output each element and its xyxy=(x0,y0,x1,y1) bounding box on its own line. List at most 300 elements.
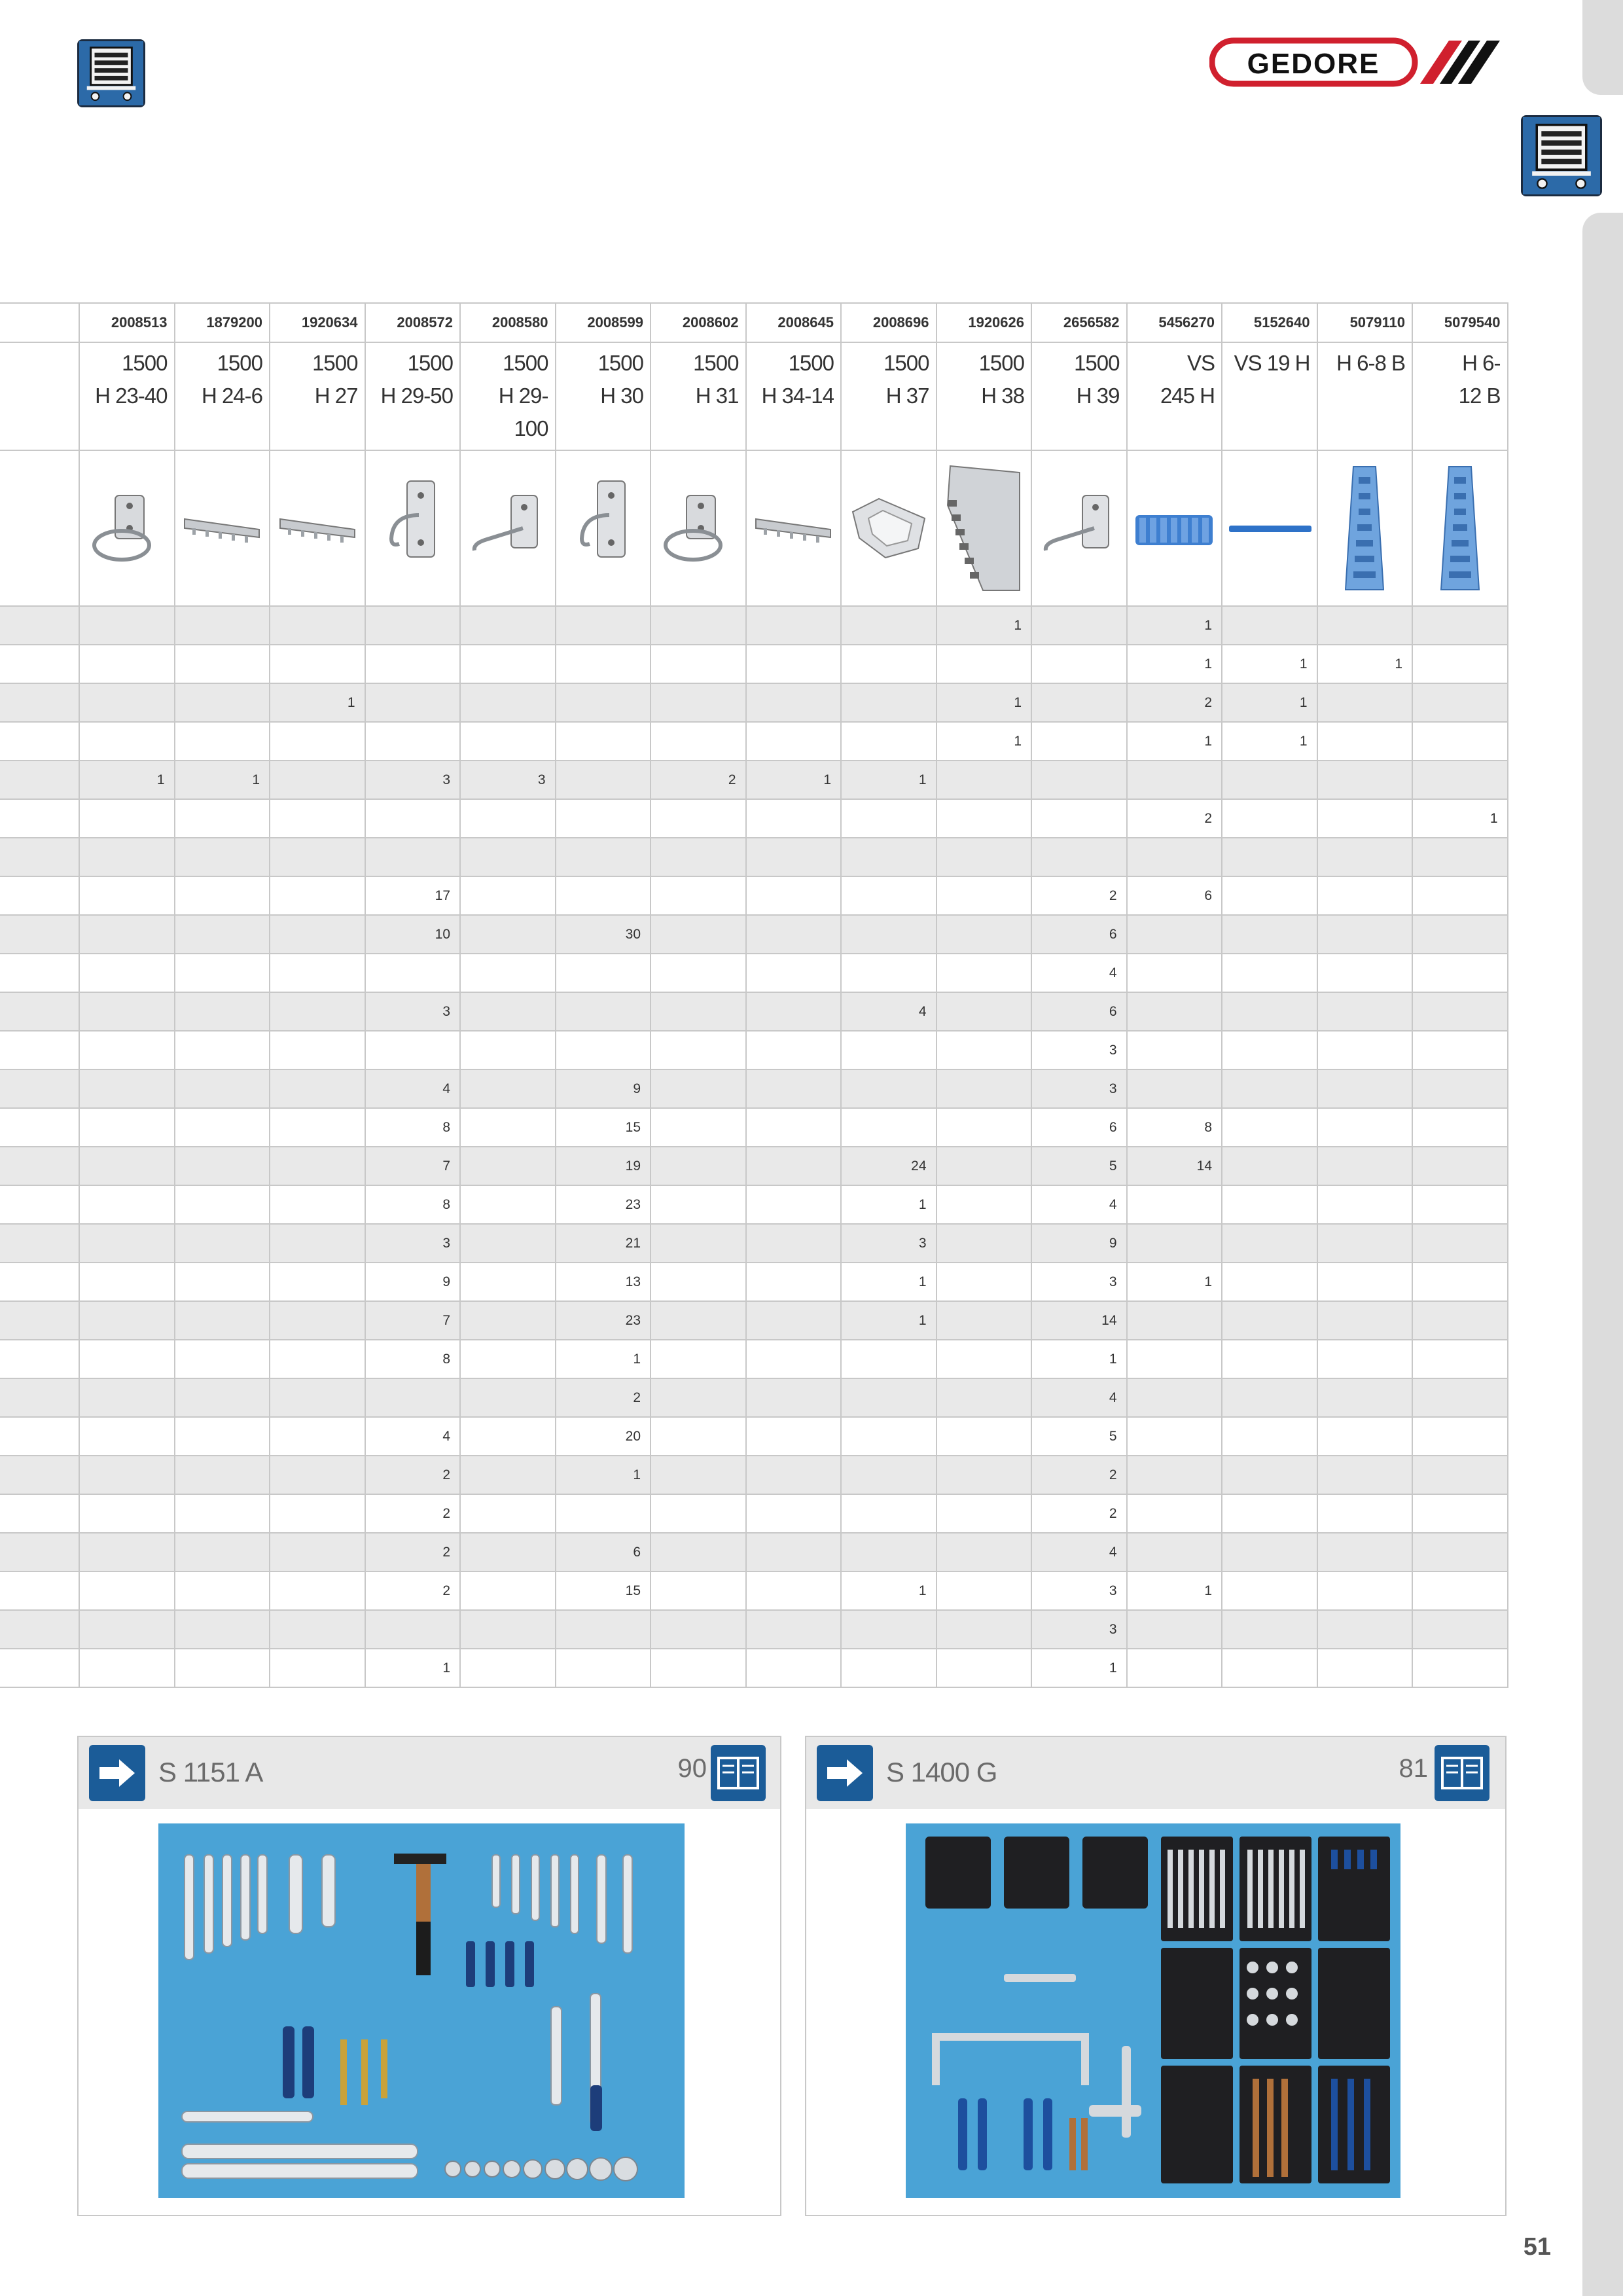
quantity-cell: 2 xyxy=(651,761,746,799)
quantity-cell xyxy=(79,799,175,838)
quantity-cell xyxy=(270,799,365,838)
quantity-cell xyxy=(1317,1069,1413,1108)
quantity-cell xyxy=(1412,1224,1508,1263)
quantity-cell: 2 xyxy=(365,1571,461,1610)
quantity-cell xyxy=(1317,1456,1413,1494)
quantity-cell xyxy=(841,1417,936,1456)
quantity-cell: 23 xyxy=(556,1301,651,1340)
quantity-cell xyxy=(936,1456,1032,1494)
quantity-cell xyxy=(460,1301,556,1340)
quantity-row xyxy=(0,992,1508,1031)
quantity-cell: 15 xyxy=(556,1571,651,1610)
quantity-cell xyxy=(651,1571,746,1610)
product-name-cell xyxy=(270,342,365,450)
quantity-cell xyxy=(79,1224,175,1263)
quantity-cell xyxy=(1031,645,1127,683)
quantity-cell xyxy=(460,1069,556,1108)
quantity-cell xyxy=(841,1610,936,1649)
quantity-cell xyxy=(79,954,175,992)
quantity-cell: 4 xyxy=(841,992,936,1031)
product-image-row xyxy=(0,450,1508,606)
product-name-line: 1500 xyxy=(217,351,262,375)
article-number-cell: 2008572 xyxy=(365,303,461,342)
quantity-cell xyxy=(936,915,1032,954)
article-number-cell: 2008696 xyxy=(841,303,936,342)
quantity-cell xyxy=(1317,1417,1413,1456)
quantity-cell xyxy=(1222,1456,1317,1494)
quantity-cell xyxy=(1127,1224,1222,1263)
product-image-cell xyxy=(1222,450,1317,606)
quantity-cell xyxy=(651,1069,746,1108)
quantity-cell: 1 xyxy=(746,761,842,799)
quantity-cell xyxy=(460,1571,556,1610)
quantity-cell: 9 xyxy=(556,1069,651,1108)
quantity-cell xyxy=(746,1378,842,1417)
ref-page: 81 xyxy=(1399,1754,1428,1783)
quantity-cell xyxy=(1222,876,1317,915)
quantity-cell xyxy=(1317,1108,1413,1147)
quantity-cell xyxy=(460,799,556,838)
quantity-cell xyxy=(1412,1378,1508,1417)
quantity-cell xyxy=(1317,838,1413,876)
quantity-cell xyxy=(1127,1649,1222,1687)
product-name-cell xyxy=(1317,342,1413,450)
quantity-row xyxy=(0,1494,1508,1533)
quantity-cell xyxy=(1222,1263,1317,1301)
quantity-cell xyxy=(1317,606,1413,645)
quantity-row xyxy=(0,645,1508,683)
quantity-cell xyxy=(460,1417,556,1456)
quantity-cell xyxy=(1222,1610,1317,1649)
quantity-cell xyxy=(460,1031,556,1069)
quantity-cell xyxy=(1317,1340,1413,1378)
quantity-cell xyxy=(936,1340,1032,1378)
quantity-cell xyxy=(1031,838,1127,876)
quantity-cell xyxy=(556,606,651,645)
quantity-cell xyxy=(175,1533,270,1571)
quantity-cell xyxy=(460,1494,556,1533)
quantity-cell: 23 xyxy=(556,1185,651,1224)
quantity-cell xyxy=(1412,645,1508,683)
product-matrix-table xyxy=(0,302,1508,1688)
quantity-row xyxy=(0,1456,1508,1494)
quantity-cell xyxy=(270,1031,365,1069)
row-label-cell xyxy=(0,1571,79,1610)
quantity-cell xyxy=(1412,683,1508,722)
quantity-cell: 1 xyxy=(1031,1340,1127,1378)
quantity-cell xyxy=(79,1571,175,1610)
quantity-cell: 8 xyxy=(1127,1108,1222,1147)
product-image-cell xyxy=(651,450,746,606)
quantity-cell xyxy=(936,838,1032,876)
row-label-cell xyxy=(0,1340,79,1378)
quantity-cell xyxy=(460,1263,556,1301)
loop-hook-image xyxy=(80,482,174,574)
quantity-cell xyxy=(1412,1571,1508,1610)
quantity-cell xyxy=(746,1147,842,1185)
quantity-cell: 4 xyxy=(365,1069,461,1108)
ref-box-s1151a xyxy=(77,1736,781,2216)
quantity-cell xyxy=(365,799,461,838)
row-label-cell xyxy=(0,342,79,450)
row-label-cell xyxy=(0,1610,79,1649)
quantity-cell: 2 xyxy=(1031,1456,1127,1494)
product-name-line: H 6- xyxy=(1462,351,1501,375)
quantity-cell xyxy=(556,722,651,761)
article-number-row xyxy=(0,303,1508,342)
spanner-rack-image xyxy=(937,459,1031,597)
quantity-cell xyxy=(651,1263,746,1301)
quantity-cell: 2 xyxy=(1127,683,1222,722)
quantity-cell xyxy=(79,1610,175,1649)
quantity-row xyxy=(0,954,1508,992)
row-label-cell xyxy=(0,838,79,876)
row-label-cell xyxy=(0,1649,79,1687)
quantity-cell xyxy=(651,1301,746,1340)
quantity-cell: 1 xyxy=(841,1571,936,1610)
product-name-cell xyxy=(175,342,270,450)
quantity-cell xyxy=(746,1263,842,1301)
quantity-cell xyxy=(1412,876,1508,915)
quantity-cell xyxy=(1412,1147,1508,1185)
quantity-cell xyxy=(841,645,936,683)
quantity-cell: 4 xyxy=(1031,1533,1127,1571)
tool-cart-icon xyxy=(77,39,145,107)
row-label-cell xyxy=(0,1263,79,1301)
quantity-cell xyxy=(1412,722,1508,761)
quantity-cell xyxy=(1317,1610,1413,1649)
quantity-cell: 2 xyxy=(1031,1494,1127,1533)
quantity-cell xyxy=(841,1494,936,1533)
quantity-cell xyxy=(936,1069,1032,1108)
quantity-cell xyxy=(746,1456,842,1494)
quantity-cell xyxy=(651,1494,746,1533)
quantity-cell xyxy=(175,1031,270,1069)
quantity-cell xyxy=(460,838,556,876)
quantity-cell xyxy=(651,954,746,992)
page-number: 51 xyxy=(1523,2233,1551,2261)
article-number-cell: 2008580 xyxy=(460,303,556,342)
quantity-row xyxy=(0,838,1508,876)
row-label-cell xyxy=(0,1108,79,1147)
quantity-cell xyxy=(1317,1571,1413,1610)
quantity-cell xyxy=(175,1147,270,1185)
quantity-cell: 3 xyxy=(1031,1031,1127,1069)
quantity-cell xyxy=(936,1649,1032,1687)
quantity-cell xyxy=(270,1069,365,1108)
quantity-cell xyxy=(1127,1533,1222,1571)
quantity-cell xyxy=(365,645,461,683)
quantity-cell xyxy=(1127,1494,1222,1533)
quantity-cell: 1 xyxy=(1031,1649,1127,1687)
article-number-cell: 2008602 xyxy=(651,303,746,342)
quantity-cell xyxy=(841,1031,936,1069)
quantity-cell xyxy=(1317,1224,1413,1263)
product-name-line: H 27 xyxy=(314,384,358,408)
blue-bit-strip-image xyxy=(1413,463,1507,594)
quantity-cell: 1 xyxy=(1127,606,1222,645)
quantity-cell xyxy=(936,1263,1032,1301)
quantity-row xyxy=(0,1533,1508,1571)
product-name-line: 1500 xyxy=(788,351,834,375)
quantity-cell: 4 xyxy=(1031,954,1127,992)
quantity-cell xyxy=(936,1571,1032,1610)
quantity-cell xyxy=(746,1533,842,1571)
product-name-cell xyxy=(1222,342,1317,450)
quantity-row xyxy=(0,1031,1508,1069)
product-image-cell xyxy=(175,450,270,606)
quantity-cell xyxy=(936,1147,1032,1185)
quantity-cell xyxy=(175,1108,270,1147)
quantity-cell xyxy=(1222,1571,1317,1610)
quantity-cell xyxy=(651,876,746,915)
quantity-cell xyxy=(1127,761,1222,799)
quantity-cell xyxy=(841,915,936,954)
quantity-cell xyxy=(175,1494,270,1533)
quantity-cell xyxy=(79,992,175,1031)
product-name-line: H 29-50 xyxy=(380,384,453,408)
quantity-cell xyxy=(1317,1185,1413,1224)
product-image-cell xyxy=(1412,450,1508,606)
blue-bit-strip-image xyxy=(1318,463,1412,594)
quantity-cell xyxy=(175,645,270,683)
quantity-cell xyxy=(175,1610,270,1649)
quantity-cell: 1 xyxy=(556,1340,651,1378)
quantity-cell xyxy=(746,1224,842,1263)
quantity-cell xyxy=(79,1069,175,1108)
quantity-cell xyxy=(365,1378,461,1417)
double-hook-image xyxy=(556,476,651,581)
quantity-cell xyxy=(270,722,365,761)
quantity-cell xyxy=(365,954,461,992)
article-number-cell: 5079540 xyxy=(1412,303,1508,342)
quantity-row xyxy=(0,1649,1508,1687)
product-image-cell xyxy=(1317,450,1413,606)
quantity-cell xyxy=(746,606,842,645)
quantity-cell xyxy=(1031,683,1127,722)
quantity-cell xyxy=(79,645,175,683)
quantity-cell xyxy=(936,1185,1032,1224)
quantity-cell: 1 xyxy=(556,1456,651,1494)
quantity-cell xyxy=(460,1533,556,1571)
quantity-cell xyxy=(1412,1610,1508,1649)
quantity-row xyxy=(0,1147,1508,1185)
product-name-line: H 6-8 B xyxy=(1336,351,1405,375)
quantity-cell: 8 xyxy=(365,1185,461,1224)
quantity-cell xyxy=(1317,1263,1413,1301)
product-name-line: H 23-40 xyxy=(95,384,168,408)
quantity-cell xyxy=(936,1610,1032,1649)
row-label-cell xyxy=(0,1069,79,1108)
quantity-row xyxy=(0,1610,1508,1649)
quantity-cell xyxy=(651,1108,746,1147)
product-name-line: H 29- xyxy=(498,384,548,408)
quantity-cell xyxy=(1127,1031,1222,1069)
product-image-cell xyxy=(1127,450,1222,606)
quantity-cell: 4 xyxy=(1031,1185,1127,1224)
quantity-cell xyxy=(175,992,270,1031)
quantity-cell: 3 xyxy=(1031,1571,1127,1610)
quantity-cell: 6 xyxy=(1127,876,1222,915)
quantity-cell xyxy=(651,606,746,645)
quantity-cell: 14 xyxy=(1031,1301,1127,1340)
quantity-row xyxy=(0,799,1508,838)
quantity-cell xyxy=(841,1378,936,1417)
quantity-cell: 9 xyxy=(365,1263,461,1301)
quantity-cell: 4 xyxy=(365,1417,461,1456)
quantity-cell xyxy=(746,1494,842,1533)
row-label-cell xyxy=(0,1224,79,1263)
quantity-row xyxy=(0,722,1508,761)
quantity-cell xyxy=(841,1456,936,1494)
quantity-cell xyxy=(1317,1649,1413,1687)
quantity-cell: 6 xyxy=(1031,915,1127,954)
quantity-cell xyxy=(936,1417,1032,1456)
quantity-cell xyxy=(746,915,842,954)
product-name-line: 1500 xyxy=(1074,351,1120,375)
article-number-cell: 1920634 xyxy=(270,303,365,342)
quantity-cell xyxy=(1222,1185,1317,1224)
quantity-cell xyxy=(1127,1185,1222,1224)
row-label-cell xyxy=(0,992,79,1031)
quantity-cell xyxy=(365,1031,461,1069)
loop-hook-image xyxy=(651,482,745,574)
quantity-cell xyxy=(1127,992,1222,1031)
quantity-cell xyxy=(1222,1494,1317,1533)
product-image-cell xyxy=(936,450,1032,606)
quantity-cell xyxy=(270,838,365,876)
quantity-cell xyxy=(1127,1610,1222,1649)
quantity-cell xyxy=(1222,915,1317,954)
quantity-cell xyxy=(1222,799,1317,838)
quantity-cell xyxy=(175,1263,270,1301)
quantity-cell: 1 xyxy=(1127,645,1222,683)
quantity-cell xyxy=(1317,954,1413,992)
quantity-cell xyxy=(1317,992,1413,1031)
ref-page: 90 xyxy=(677,1754,707,1783)
book-icon[interactable] xyxy=(1435,1745,1489,1801)
quantity-cell xyxy=(175,722,270,761)
product-name-line: 1500 xyxy=(883,351,929,375)
quantity-cell xyxy=(746,1571,842,1610)
quantity-cell: 3 xyxy=(841,1224,936,1263)
brand-text: GEDORE xyxy=(1247,48,1380,80)
quantity-cell: 1 xyxy=(270,683,365,722)
product-image-cell xyxy=(556,450,651,606)
quantity-cell xyxy=(79,683,175,722)
quantity-cell xyxy=(556,683,651,722)
product-name-line: H 31 xyxy=(695,384,739,408)
quantity-cell xyxy=(936,1301,1032,1340)
quantity-cell xyxy=(841,1108,936,1147)
quantity-cell: 3 xyxy=(365,992,461,1031)
quantity-cell: 13 xyxy=(556,1263,651,1301)
tool-cart-icon xyxy=(1521,115,1602,196)
quantity-cell: 2 xyxy=(556,1378,651,1417)
quantity-cell: 5 xyxy=(1031,1417,1127,1456)
product-name-line: H 24-6 xyxy=(201,384,262,408)
product-name-line: 245 H xyxy=(1160,384,1215,408)
quantity-cell: 1 xyxy=(79,761,175,799)
quantity-cell xyxy=(841,954,936,992)
ref-title: S 1400 G xyxy=(886,1757,997,1787)
quantity-cell: 2 xyxy=(1127,799,1222,838)
blue-rail-image xyxy=(1222,509,1317,548)
row-label-cell xyxy=(0,606,79,645)
quantity-cell xyxy=(270,1147,365,1185)
book-icon[interactable] xyxy=(711,1745,766,1801)
quantity-cell xyxy=(175,1417,270,1456)
quantity-cell: 24 xyxy=(841,1147,936,1185)
section-tab-side xyxy=(1582,213,1623,2296)
quantity-cell xyxy=(270,1263,365,1301)
quantity-row xyxy=(0,1263,1508,1301)
arrow-right-icon[interactable] xyxy=(817,1745,873,1801)
quantity-cell xyxy=(1412,1417,1508,1456)
quantity-cell xyxy=(270,1378,365,1417)
quantity-cell xyxy=(175,1649,270,1687)
quantity-cell xyxy=(270,1494,365,1533)
quantity-cell xyxy=(79,1533,175,1571)
quantity-cell xyxy=(79,1031,175,1069)
quantity-cell xyxy=(651,722,746,761)
quantity-cell xyxy=(79,1417,175,1456)
long-hook-image xyxy=(1032,476,1126,581)
row-label-cell xyxy=(0,722,79,761)
quantity-cell xyxy=(270,1417,365,1456)
quantity-cell xyxy=(175,1185,270,1224)
product-name-cell xyxy=(460,342,556,450)
quantity-row xyxy=(0,761,1508,799)
quantity-cell xyxy=(460,606,556,645)
quantity-cell xyxy=(270,1533,365,1571)
quantity-cell xyxy=(270,1610,365,1649)
row-label-cell xyxy=(0,1417,79,1456)
quantity-cell xyxy=(175,1069,270,1108)
quantity-cell xyxy=(175,954,270,992)
quantity-cell xyxy=(460,915,556,954)
quantity-cell xyxy=(841,1069,936,1108)
quantity-cell xyxy=(651,645,746,683)
quantity-cell xyxy=(936,645,1032,683)
quantity-cell xyxy=(1317,1378,1413,1417)
quantity-cell xyxy=(270,1456,365,1494)
arrow-right-icon[interactable] xyxy=(89,1745,145,1801)
quantity-cell xyxy=(746,1031,842,1069)
quantity-cell xyxy=(746,1185,842,1224)
quantity-cell xyxy=(365,1610,461,1649)
quantity-cell: 1 xyxy=(936,683,1032,722)
blue-socket-tray-image xyxy=(1128,495,1222,561)
quantity-cell xyxy=(936,799,1032,838)
quantity-row xyxy=(0,1301,1508,1340)
product-name-line: 1500 xyxy=(122,351,168,375)
quantity-cell xyxy=(936,1378,1032,1417)
quantity-cell xyxy=(1317,799,1413,838)
quantity-row xyxy=(0,876,1508,915)
quantity-cell xyxy=(365,683,461,722)
quantity-cell xyxy=(1412,1649,1508,1687)
row-label-cell xyxy=(0,1147,79,1185)
quantity-cell xyxy=(1412,1301,1508,1340)
quantity-cell: 9 xyxy=(1031,1224,1127,1263)
quantity-cell: 1 xyxy=(175,761,270,799)
quantity-cell xyxy=(1412,606,1508,645)
quantity-cell xyxy=(270,1571,365,1610)
quantity-row xyxy=(0,1069,1508,1108)
row-label-cell xyxy=(0,1301,79,1340)
quantity-cell xyxy=(936,1031,1032,1069)
